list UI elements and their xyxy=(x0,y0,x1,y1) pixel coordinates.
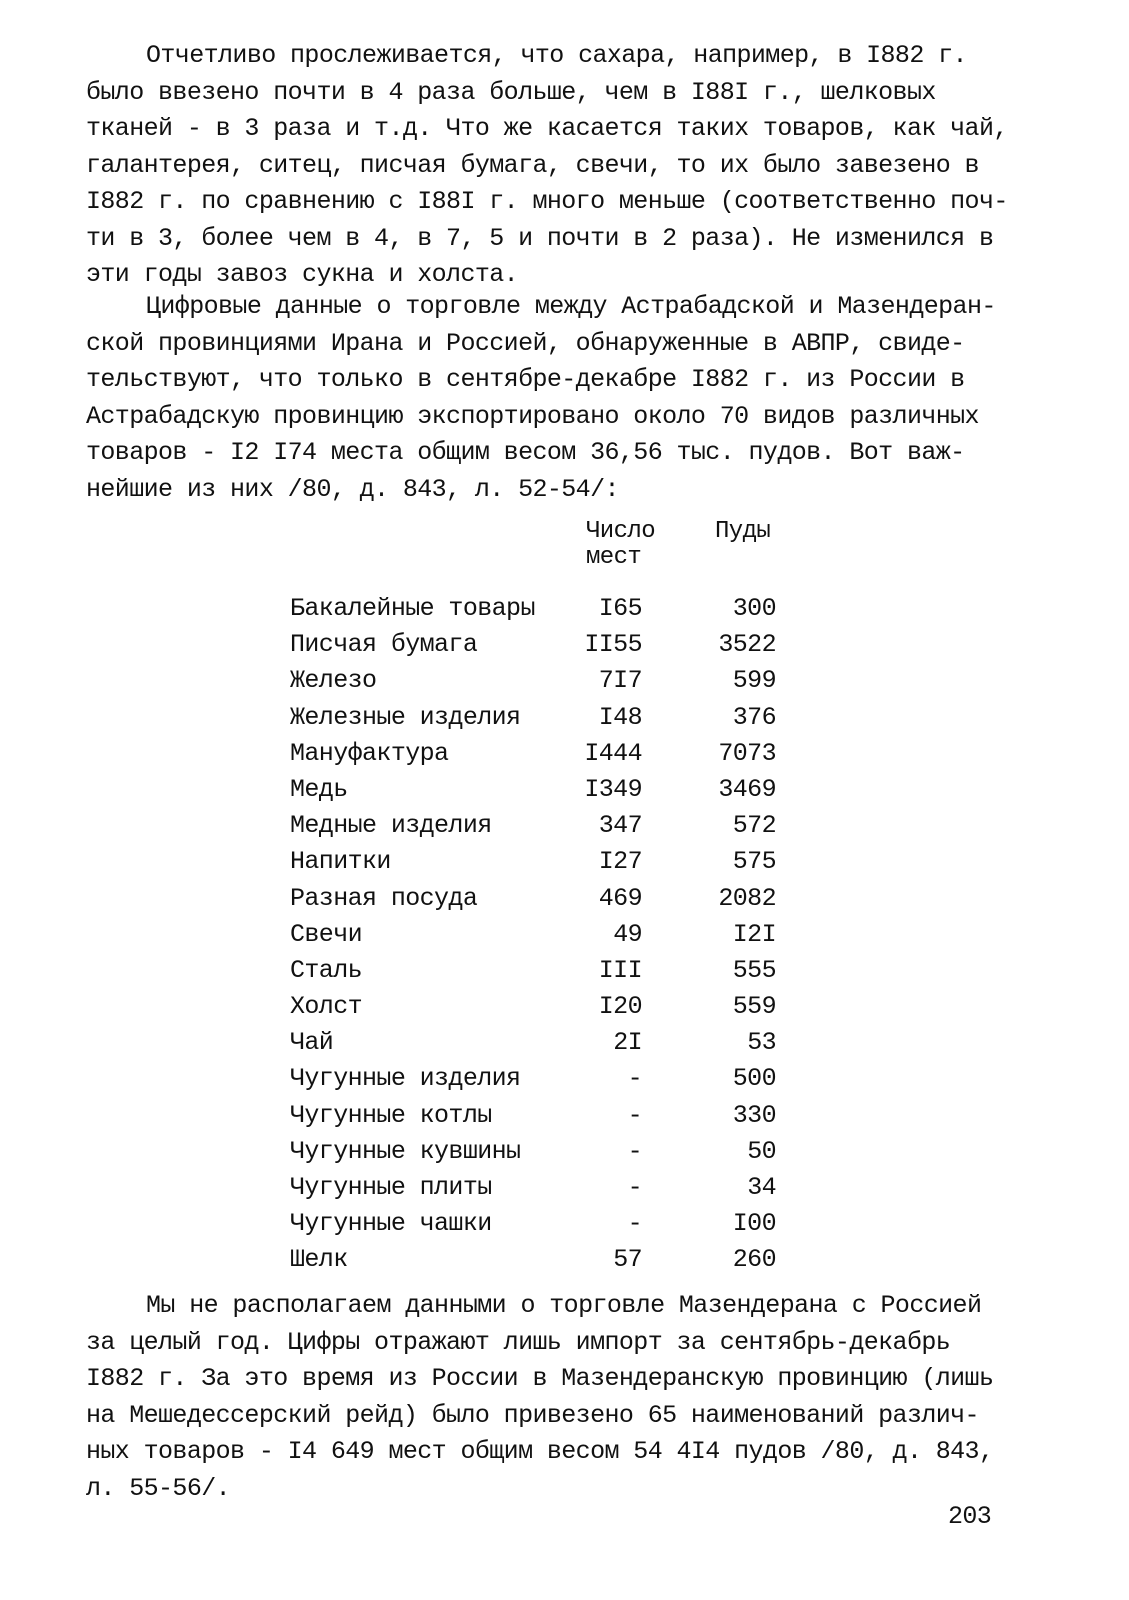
commodity-name: Шелк xyxy=(290,1245,348,1275)
table-row xyxy=(290,1098,810,1134)
commodity-name: Медные изделия xyxy=(290,811,492,841)
puds-cell: 53 xyxy=(747,1028,776,1058)
count-cell: - xyxy=(627,1209,642,1239)
paragraph-1 xyxy=(86,38,1046,294)
commodity-name: Чугунные изделия xyxy=(290,1064,521,1094)
text-line: эти годы завоз сукна и холста. xyxy=(86,260,519,289)
table-row xyxy=(290,663,810,699)
puds-cell: I00 xyxy=(732,1209,776,1239)
table-row xyxy=(290,700,810,736)
commodity-name: Чугунные плиты xyxy=(290,1173,492,1202)
table-row xyxy=(290,591,810,627)
count-cell: I20 xyxy=(598,992,642,1022)
table-row xyxy=(290,953,810,989)
table-row xyxy=(290,736,810,772)
count-cell: - xyxy=(627,1100,642,1130)
text-line: Мы не располагаем данными о торговле Мазендерана с Россией xyxy=(146,1291,982,1320)
puds-cell: 7073 xyxy=(718,738,776,768)
text-line: л. 55-56/. xyxy=(86,1473,231,1503)
paragraph-2 xyxy=(86,289,1046,508)
count-cell: I27 xyxy=(598,847,642,877)
commodity-name: Чугунные чашки xyxy=(290,1209,492,1239)
commodity-name: Чугунные котлы xyxy=(290,1100,492,1130)
puds-cell: I2I xyxy=(732,919,776,949)
commodity-name: Холст xyxy=(290,992,363,1022)
table-row xyxy=(290,844,810,880)
column-header-puds: Пуды xyxy=(715,518,771,545)
text-line: нейшие из них /80, д. 843, л. 52-54/: xyxy=(86,474,619,504)
commodity-name: Чугунные кувшины xyxy=(290,1136,521,1166)
puds-cell: 3522 xyxy=(718,630,776,660)
text-line: товаров - I2 I74 места общим весом 36,56 тыс. пудов. Вот важ- xyxy=(86,438,965,467)
puds-cell: 3469 xyxy=(718,774,776,804)
puds-cell: 300 xyxy=(732,594,776,623)
text-line: на Мешедессерский рейд) было привезено 65 наименований различ- xyxy=(86,1400,979,1430)
puds-cell: 330 xyxy=(732,1100,776,1130)
count-cell: III xyxy=(598,955,642,985)
commodity-name: Мануфактура xyxy=(290,738,449,768)
puds-cell: 500 xyxy=(732,1064,776,1094)
text-line: Астрабадскую провинцию экспортировано около 70 видов различных xyxy=(86,401,979,431)
puds-cell: 575 xyxy=(732,847,776,877)
commodity-name: Чай xyxy=(290,1028,334,1058)
puds-cell: 599 xyxy=(732,666,776,696)
count-cell: 7I7 xyxy=(598,666,642,696)
puds-cell: 555 xyxy=(732,955,776,985)
text-line: тканей - в 3 раза и т.д. Что же касается таких товаров, как чай, xyxy=(86,114,1008,143)
text-line: ти в 3, более чем в 4, в 7, 5 и почти в 2 раза). Не изменился в xyxy=(86,223,994,253)
puds-cell: 559 xyxy=(732,992,776,1022)
count-cell: 469 xyxy=(598,883,642,913)
text-line: Отчетливо прослеживается, что сахара, например, в I882 г. xyxy=(146,41,967,70)
count-cell: II55 xyxy=(584,630,642,660)
goods-table xyxy=(290,519,810,1279)
table-row xyxy=(290,881,810,917)
puds-cell: 50 xyxy=(747,1136,776,1166)
paragraph-3 xyxy=(86,1288,1046,1507)
commodity-name: Железные изделия xyxy=(290,702,521,732)
table-row xyxy=(290,772,810,808)
page-number: 203 xyxy=(948,1502,992,1531)
table-row xyxy=(290,1242,810,1278)
count-cell: 347 xyxy=(598,811,642,841)
text-line: ных товаров - I4 649 мест общим весом 54 4I4 пудов /80, д. 843, xyxy=(86,1437,994,1466)
puds-cell: 34 xyxy=(747,1173,776,1202)
commodity-name: Свечи xyxy=(290,919,363,949)
column-header-count: Число мест xyxy=(586,518,656,571)
count-cell: I444 xyxy=(584,738,642,768)
text-line: Цифровые данные о торговле между Астрабадской и Мазендеран- xyxy=(146,292,996,321)
table-row xyxy=(290,989,810,1025)
commodity-name: Писчая бумага xyxy=(290,630,478,660)
commodity-name: Сталь xyxy=(290,955,363,985)
puds-cell: 572 xyxy=(732,811,776,841)
table-body xyxy=(290,591,810,1279)
table-row xyxy=(290,1061,810,1097)
puds-cell: 260 xyxy=(732,1245,776,1275)
count-cell: I349 xyxy=(584,774,642,804)
count-cell: I65 xyxy=(598,594,642,623)
commodity-name: Бакалейные товары xyxy=(290,594,535,623)
table-row xyxy=(290,1134,810,1170)
table-row xyxy=(290,917,810,953)
commodity-name: Железо xyxy=(290,666,377,696)
count-cell: - xyxy=(627,1064,642,1094)
text-line: ской провинциями Ирана и Россией, обнаруженные в АВПР, свиде- xyxy=(86,328,965,358)
puds-cell: 376 xyxy=(732,702,776,732)
table-row xyxy=(290,627,810,663)
commodity-name: Медь xyxy=(290,774,348,804)
count-cell: - xyxy=(627,1173,642,1202)
table-row xyxy=(290,1206,810,1242)
count-cell: 2I xyxy=(613,1028,642,1058)
commodity-name: Разная посуда xyxy=(290,883,478,913)
text-line: I882 г. по сравнению с I88I г. много меньше (соответственно поч- xyxy=(86,187,1008,216)
commodity-name: Напитки xyxy=(290,847,391,877)
text-line: за целый год. Цифры отражают лишь импорт за сентябрь-декабрь xyxy=(86,1327,951,1357)
puds-cell: 2082 xyxy=(718,883,776,913)
count-cell: I48 xyxy=(598,702,642,732)
count-cell: - xyxy=(627,1136,642,1166)
table-row xyxy=(290,808,810,844)
table-row xyxy=(290,1170,810,1206)
text-line: тельствуют, что только в сентябре-декабре I882 г. из России в xyxy=(86,365,965,394)
table-header xyxy=(290,519,810,591)
text-line: галантерея, ситец, писчая бумага, свечи, то их было завезено в xyxy=(86,150,979,180)
text-line: было ввезено почти в 4 раза больше, чем в I88I г., шелковых xyxy=(86,77,936,107)
text-line: I882 г. За это время из России в Мазендеранскую провинцию (лишь xyxy=(86,1364,994,1393)
table-row xyxy=(290,1025,810,1061)
count-cell: 49 xyxy=(613,919,642,949)
count-cell: 57 xyxy=(613,1245,642,1275)
